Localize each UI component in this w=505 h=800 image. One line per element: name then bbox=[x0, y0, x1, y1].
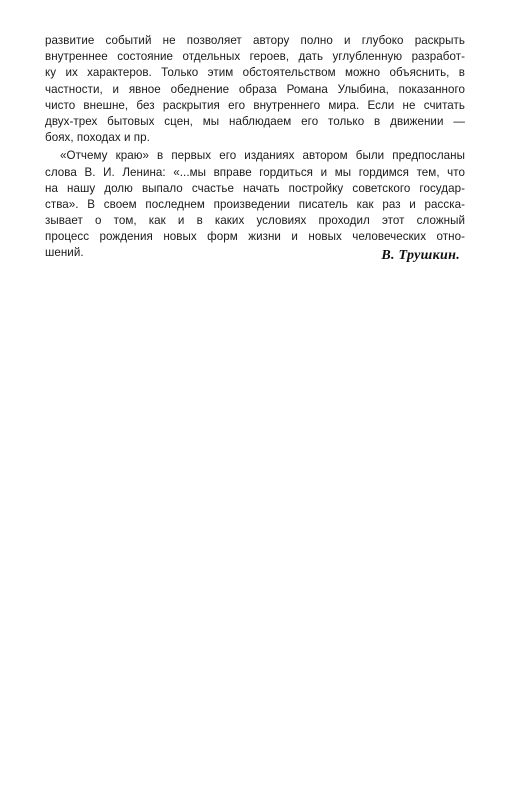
text-line: частности, и явное обеднение образа Романа Улыбина, показанного bbox=[45, 82, 465, 96]
text-line: зывает о том, как и в каких условиях проходил этот сложный bbox=[45, 214, 465, 228]
paragraph-1 bbox=[45, 33, 465, 146]
text-line: двух-трех бытовых сцен, мы наблюдаем его только в движении — bbox=[45, 114, 465, 128]
text-line: процесс рождения новых форм жизни и новых человеческих отно- bbox=[45, 230, 465, 244]
text-line: шений. bbox=[45, 246, 84, 260]
text-line: ства». В своем последнем произведении писатель как раз и расска- bbox=[45, 197, 465, 211]
text-line: слова В. И. Ленина: «...мы вправе гордиться и мы гордимся тем, что bbox=[45, 165, 465, 179]
author-signature: В. Трушкин. bbox=[381, 248, 460, 263]
paragraph-2 bbox=[45, 148, 465, 261]
text-line: на нашу долю выпало счастье начать постройку советского государ- bbox=[45, 181, 465, 195]
body-text bbox=[45, 33, 465, 262]
text-line: внутреннее состояние отдельных героев, дать углубленную разработ- bbox=[45, 50, 465, 64]
text-line: «Отчему краю» в первых его изданиях автором были предпосланы bbox=[60, 149, 465, 163]
text-line: развитие событий не позволяет автору полно и глубоко раскрыть bbox=[45, 34, 465, 47]
text-line: чисто внешне, без раскрытия его внутреннего мира. Если не считать bbox=[45, 98, 465, 112]
text-line: ку их характеров. Только этим обстоятельством можно объяснить, в bbox=[45, 66, 465, 80]
text-line: боях, походах и пр. bbox=[45, 131, 150, 145]
